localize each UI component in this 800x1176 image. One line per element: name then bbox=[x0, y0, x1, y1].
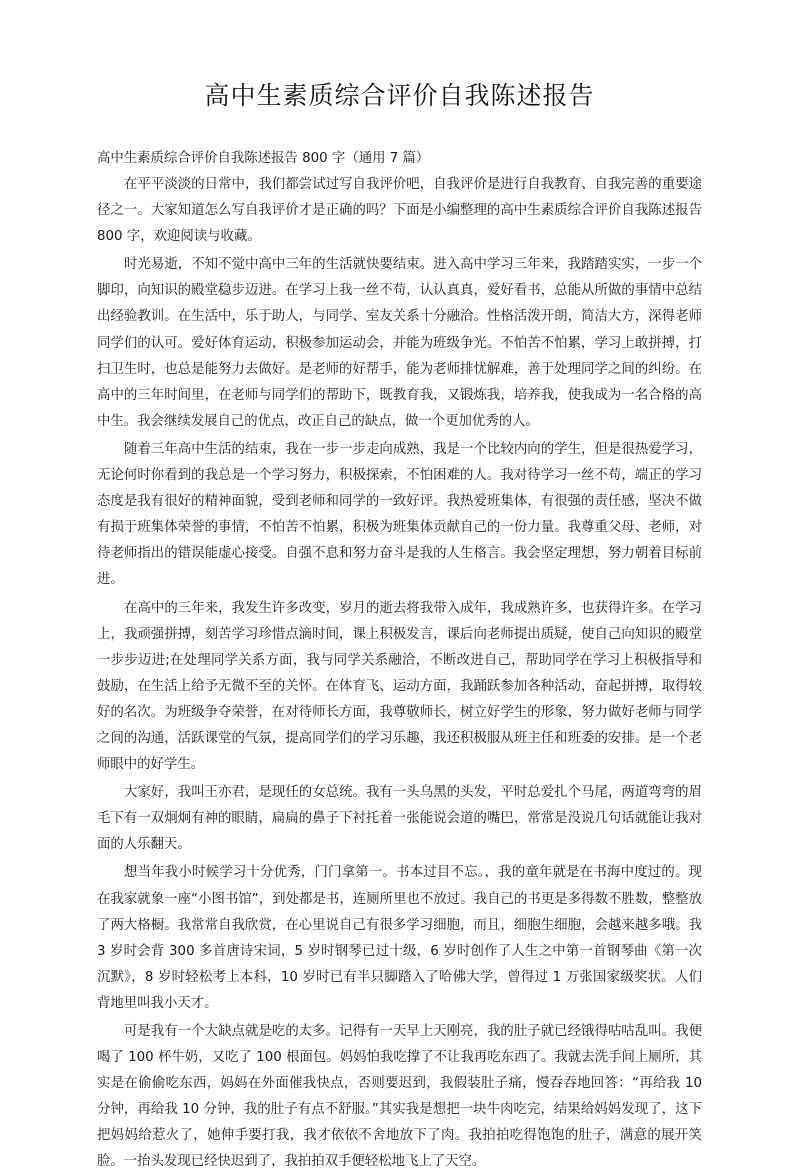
paragraph-essay-4: 大家好，我叫王亦君，是现任的女总统。我有一头乌黑的头发，平时总爱扎个马尾，两道弯弯的眉毛下有一双炯炯有神的眼睛，扁扁的鼻子下衬托着一张能说会道的嘴巴，常常是没说几句话就能让我对面的人乐翻天。 bbox=[97, 785, 702, 853]
paragraph-intro: 在平平淡淡的日常中，我们都尝试过写自我评价吧，自我评价是进行自我教育、自我完善的重要途径之一。大家知道怎么写自我评价才是正确的吗？下面是小编整理的高中生素质综合评价自我陈述报告 800 字，欢迎阅读与收藏。 bbox=[97, 177, 702, 245]
paragraph-essay-5: 想当年我小时候学习十分优秀，门门拿第一。书本过目不忘。，我的童年就是在书海中度过的。现在我家就象一座“小图书馆”，到处都是书，连厕所里也不放过。我自己的书更是多得数不胜数，整整放了两大格橱。我常常自我欣赏，在心里说自己有很多学习细胞，而且，细胞生细胞，会越来越多哦。我 3 岁时会背 300 多首唐诗宋词，5 岁时钢琴已过十级，6 岁时创作了人生之中第一首钢琴曲《第一次沉默》，8 岁时轻松考上本科，10 岁时已有半只脚踏入了哈佛大学，曾得过 1 万张国家级奖状。人们背地里叫我小天才。 bbox=[97, 865, 702, 1011]
paragraph-essay-2: 随着三年高中生活的结束，我在一步一步走向成熟，我是一个比较内向的学生，但是很热爱学习，无论何时你看到的我总是一个学习努力，积极探索，不怕困难的人。我对待学习一丝不苟，端正的学习态度是我有很好的精神面貌，受到老师和同学的一致好评。我热爱班集体，有很强的责任感，坚决不做有损于班集体荣誉的事情，不怕苦不怕累，积极为班集体贡献自己的一份力量。我尊重父母、老师，对待老师指出的错误能虚心接受。自强不息和努力奋斗是我的人生格言。我会坚定理想，努力朝着目标前进。 bbox=[97, 441, 702, 588]
page-title: 高中生素质综合评价自我陈述报告 bbox=[204, 81, 595, 110]
document-subtitle: 高中生素质综合评价自我陈述报告 800 字（通用 7 篇） bbox=[97, 151, 430, 166]
paragraph-essay-3: 在高中的三年来，我发生许多改变，岁月的逝去将我带入成年，我成熟许多，也获得许多。在学习上，我顽强拼搏，刻苦学习珍惜点滴时间，课上积极发言，课后向老师提出质疑，使自己向知识的殿堂一步步迈进;在处理同学关系方面，我与同学关系融洽，不断改进自己，帮助同学在学习上积极指导和鼓励，在生活上给予无微不至的关怀。在体育飞、运动方面，我踊跃参加各种活动，奋起拼搏，取得较好的名次。为班级争夺荣誉，在对待师长方面，我尊敬师长，树立好学生的形象，努力做好老师与同学之间的沟通，活跃课堂的气氛，提高同学们的学习乐趣，我还积极服从班主任和班委的安排。是一个老师眼中的好学生。 bbox=[97, 600, 702, 773]
paragraph-essay-1: 时光易逝，不知不觉中高中三年的生活就快要结束。进入高中学习三年来，我踏踏实实，一步一个脚印，向知识的殿堂稳步迈进。在学习上我一丝不苟，认认真真，爱好看书，总能从所做的事情中总结出经验教训。在生活中，乐于助人，与同学、室友关系十分融洽。性格活泼开朗，简洁大方，深得老师同学们的认可。爱好体育运动，积极参加运动会，并能为班级争光。不怕苦不怕累，学习上敢拼搏，打扫卫生时，也总是能努力去做好。是老师的好帮手，能为老师排忧解难，善于处理同学之间的纠纷。在高中的三年时间里，在老师与同学们的帮助下，既教育我，又锻炼我，培养我，使我成为一名合格的高中生。我会继续发展自己的优点，改正自己的缺点，做一个更加优秀的人。 bbox=[97, 257, 702, 429]
paragraph-essay-6: 可是我有一个大缺点就是吃的太多。记得有一天早上天刚亮，我的肚子就已经饿得咕咕乱叫。我便喝了 100 杯牛奶，又吃了 100 根面包。妈妈怕我吃撑了不让我再吃东西了。我就去洗手间上厕所，其实是在偷偷吃东西，妈妈在外面催我快点，否则要迟到，我假装肚子痛，慢吞吞地回答：“再给我 10 分钟，再给我 10 分钟，我的肚子有点不舒服。”其实我是想把一块牛肉吃完，结果给妈妈发现了，这下把妈妈给惹火了，她伸手要打我，我才依依不舍地放下了肉。我拍拍吃得饱饱的肚子，满意的展开笑脸。一抬头发现已经快迟到了，我拍拍双手便轻松地飞上了天空。 bbox=[97, 1024, 702, 1170]
